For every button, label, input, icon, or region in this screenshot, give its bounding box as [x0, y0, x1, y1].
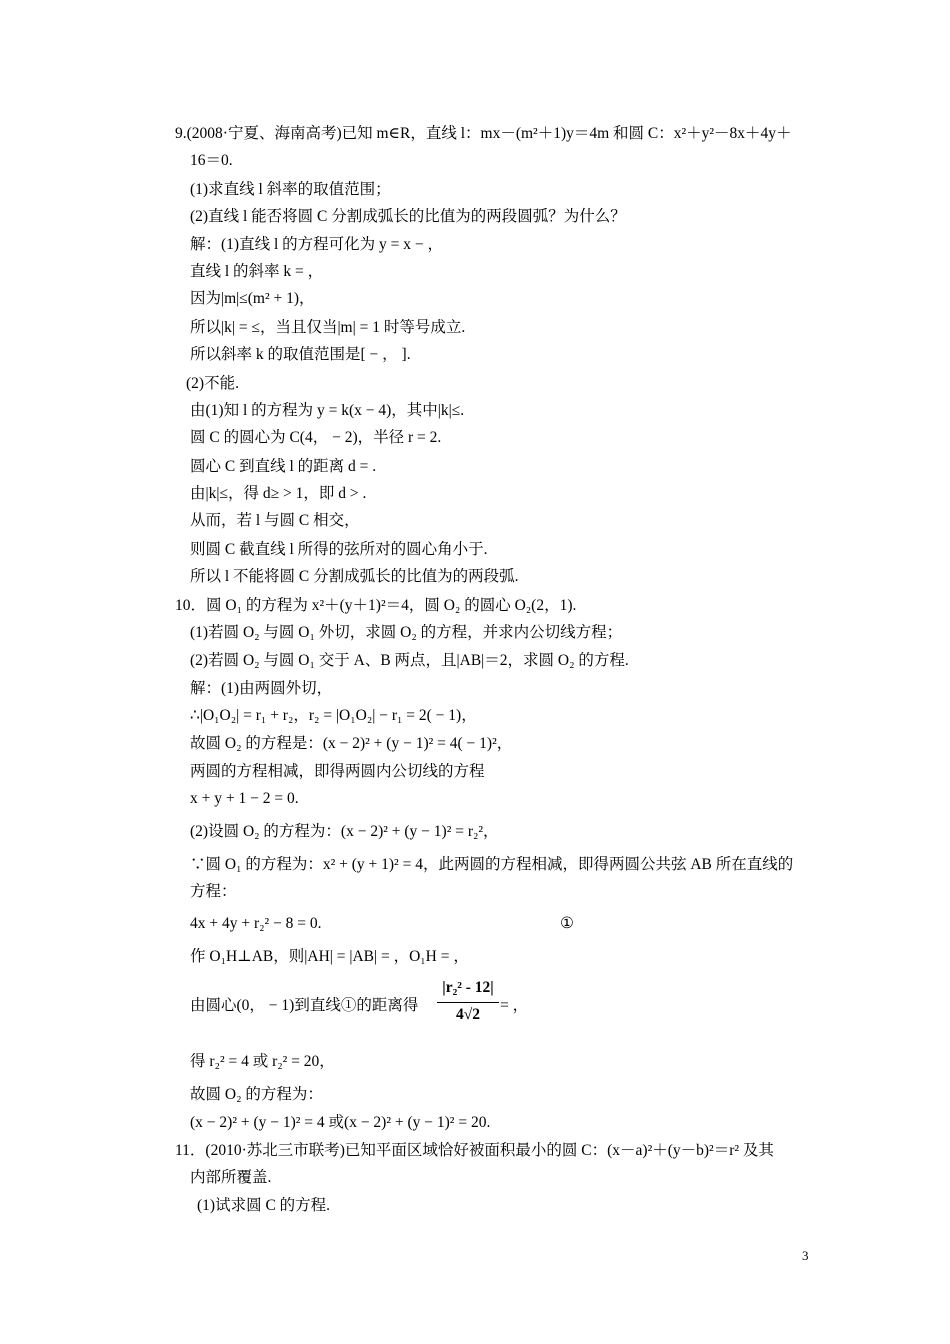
problem-9-stem-cont: 16＝0.: [190, 152, 233, 169]
solution-line: 从而，若 l 与圆 C 相交，: [190, 512, 360, 529]
solution-line: 解：(1)直线 l 的方程可化为 y = x − ，: [190, 236, 443, 253]
solution-line: (2)不能.: [186, 375, 239, 392]
fraction-numerator: |r₂² - 12|: [437, 976, 499, 1003]
problem-11-stem: 11．(2010·苏北三市联考)已知平面区域恰好被面积最小的圆 C：(x－a)²＋(y－b)²＝r² 及其: [175, 1142, 774, 1159]
solution-equation-1: 4x + 4y + r₂² − 8 = 0.: [190, 915, 322, 932]
solution-line: 两圆的方程相减，即得两圆内公切线的方程: [190, 763, 485, 780]
solution-line: 解：(1)由两圆外切，: [190, 680, 333, 697]
solution-line: x + y + 1 − 2 = 0.: [190, 790, 299, 807]
solution-line: 所以|k| = ≤，当且仅当|m| = 1 时等号成立.: [190, 319, 466, 336]
distance-fraction: [437, 976, 499, 1025]
solution-line: ∴|O₁O₂| = r₁ + r₂，r₂ = |O₁O₂| − r₁ = 2( − 1)，: [190, 707, 477, 724]
solution-line: 圆 C 的圆心为 C(4， − 2)，半径 r = 2.: [190, 429, 442, 446]
solution-line: 由圆心(0， − 1)到直线①的距离得: [190, 997, 419, 1014]
solution-line: 作 O₁H⊥AB，则|AH| = |AB| = ，O₁H = ，: [190, 948, 469, 965]
solution-line: 圆心 C 到直线 l 的距离 d = .: [190, 458, 377, 475]
solution-line: 所以斜率 k 的取值范围是[ − ， ].: [190, 346, 411, 363]
solution-line: ∵圆 O₁ 的方程为：x² + (y + 1)² = 4，此两圆的方程相减，即得两圆公共弦 AB 所在直线的: [190, 856, 794, 873]
solution-line: 由(1)知 l 的方程为 y = k(x − 4)，其中|k|≤.: [190, 402, 465, 419]
problem-11-stem-cont: 内部所覆盖.: [190, 1169, 272, 1186]
problem-9-part-1: (1)求直线 l 斜率的取值范围；: [190, 181, 391, 198]
solution-line: 得 r₂² = 4 或 r₂² = 20，: [190, 1053, 335, 1070]
solution-line: (x − 2)² + (y − 1)² = 4 或(x − 2)² + (y − 1)² = 20.: [190, 1114, 491, 1131]
problem-11-part-1: (1)试求圆 C 的方程.: [197, 1197, 331, 1214]
solution-line: 则圆 C 截直线 l 所得的弦所对的圆心角小于.: [190, 541, 488, 558]
solution-line: 所以 l 不能将圆 C 分割成弧长的比值为的两段弧.: [190, 568, 519, 585]
problem-9-stem: 9.(2008·宁夏、海南高考)已知 m∈R，直线 l：mx－(m²＋1)y＝4m 和圆 C：x²＋y²－8x＋4y＋: [175, 125, 792, 142]
equation-marker-1: ①: [560, 915, 574, 932]
solution-line: 由|k|≤，得 d≥ > 1，即 d > .: [190, 485, 367, 502]
solution-line: (2)设圆 O₂ 的方程为：(x − 2)² + (y − 1)² = r₂²，: [190, 823, 499, 840]
solution-line: 故圆 O₂ 的方程为：: [190, 1086, 323, 1103]
solution-line: 方程：: [190, 883, 237, 900]
problem-10-stem: 10．圆 O₁ 的方程为 x²＋(y＋1)²＝4，圆 O₂ 的圆心 O₂(2，1).: [175, 597, 577, 614]
problem-10-part-2: (2)若圆 O₂ 与圆 O₁ 交于 A、B 两点，且|AB|＝2，求圆 O₂ 的方程.: [190, 652, 629, 669]
fraction-denominator: 4√2: [455, 1006, 480, 1023]
solution-line: 直线 l 的斜率 k = ，: [190, 263, 324, 280]
page-number: 3: [802, 1248, 809, 1263]
solution-line: 因为|m|≤(m² + 1)，: [190, 290, 315, 307]
solution-line: 故圆 O₂ 的方程是：(x − 2)² + (y − 1)² = 4( − 1)²，: [190, 735, 513, 752]
solution-line-tail: = ，: [500, 997, 529, 1014]
problem-10-part-1: (1)若圆 O₂ 与圆 O₁ 外切，求圆 O₂ 的方程，并求内公切线方程；: [190, 624, 623, 641]
problem-9-part-2: (2)直线 l 能否将圆 C 分割成弧长的比值为的两段圆弧？为什么？: [190, 208, 626, 225]
